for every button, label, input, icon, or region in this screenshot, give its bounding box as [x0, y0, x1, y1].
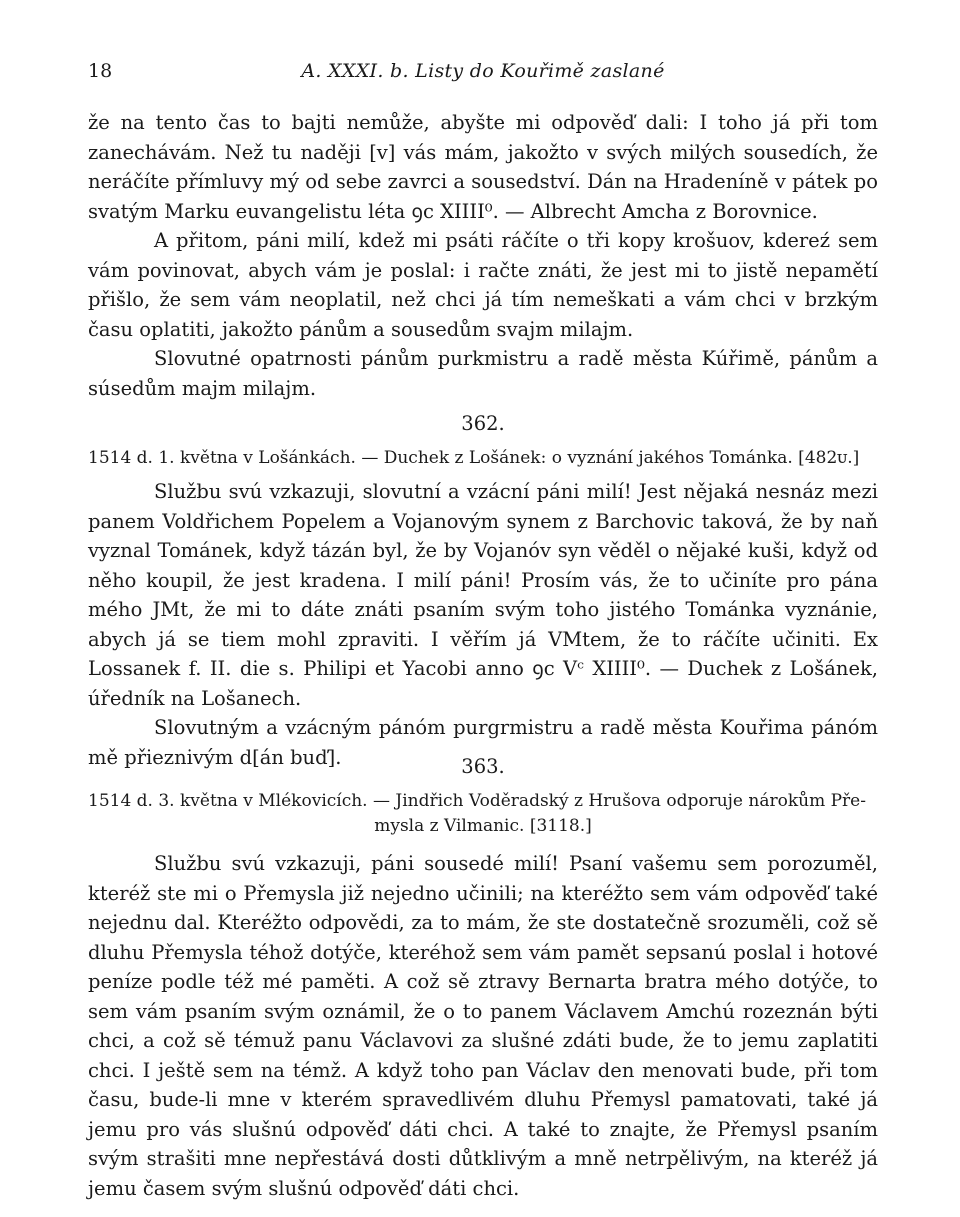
paragraph: Službu svú vzkazuji, páni sousedé milí! Psaní vašemu sem porozuměl, kteréž ste mi o Přemysla již nejedno učinili; na kteréžto sem vám odpověď také nejednu dal. Kteréžto odpovědi, za to mám, že ste dostatečně srozuměli, což sě dluhu Přemysla téhož dotýče, kteréhož sem vám pamět sepsanú poslal i hotové peníze podle též mé paměti. A což sě ztravy Bernarta bratra mého dotýče, to sem vám psaním svým oznámil, že o to panem Václavem Amchú rozeznán býti chci, a což sě témuž panu Václavovi za slušné zdáti bude, že to jemu zaplatiti chci. I ještě sem na témž. A když toho pan Václav den menovati bude, při tom času, bude-li mne v kterém spravedlivém dluhu Přemysl pamatovati, také já jemu pro vás slušnú odpověď dáti chci. A také to znajte, že Přemysl psaním svým strašiti mne nepřestává dosti důtklivým a mně netrpělivým, na kteréž já jemu časem svým slušnú odpověď dáti chci.: [88, 852, 878, 1200]
page-number: 18: [88, 60, 113, 82]
document-regest: 1514 d. 3. května v Mlékovicích. — Jindřich Voděradský z Hrušova odporuje nárokům Pře-: [88, 791, 866, 811]
document-363: [88, 753, 878, 1203]
paragraph: Slovutným a vzácným pánóm purgrmistru a radě města Kouřima pánóm mě přieznivým d[án buď].: [88, 716, 878, 769]
document-number: 363.: [461, 755, 505, 778]
running-title: A. XXXI. b. Listy do Kouřimě zaslané: [301, 60, 665, 82]
running-head: [88, 60, 878, 90]
intro-section: [88, 108, 878, 403]
paragraph: že na tento čas to bajti nemůže, abyšte mi odpověď dali: I toho já při tom zanechávám. Než tu naději [v] vás mám, jakožto v svých milých sousedích, že neráčíte přímluvy mý od sebe zavrci a sousedství. Dán na Hradeníně v pátek po svatým Marku euvangelistu léta ꝯc XIIII⁰. — Albrecht Amcha z Borovnice.: [88, 111, 878, 223]
document-number: 362.: [461, 412, 505, 435]
document-362: [88, 410, 878, 772]
document-regest: 1514 d. 1. května v Lošánkách. — Duchek z Lošánek: o vyznání jakéhos Tománka. [482ᴜ.]: [88, 448, 860, 468]
paragraph: Slovutné opatrnosti pánům purkmistru a radě města Kúřimě, pánům a súsedům majm milajm.: [88, 347, 878, 400]
paragraph: A přitom, páni milí, kdež mi psáti ráčíte o tři kopy krošuov, kdereź sem vám povinovat, abych vám je poslal: i račte znáti, že jest mi to jistě nepamětí přišlo, že sem vám neoplatil, než chci já tím nemeškati a vám chci v brzkým času oplatiti, jakožto pánům a sousedům svajm milajm.: [88, 229, 878, 341]
document-regest-continued: mysla z Vilmanic. [3118.]: [374, 816, 592, 836]
paragraph: Službu svú vzkazuji, slovutní a vzácní páni milí! Jest nějaká nesnáz mezi panem Voldřichem Popelem a Vojanovým synem z Barchovic taková, že by naň vyznal Tománek, když tázán byl, že by Vojanóv syn věděl o nějaké kuši, když od něho koupil, že jest kradena. I milí páni! Prosím vás, že to učiníte pro pána mého JMt, že mi to dáte znáti psaním svým toho jistého Tománka vyznánie, abych já se tiem mohl zpraviti. I věřím já VMtem, že to ráčíte učiniti. Ex Lossanek f. II. die s. Philipi et Yacobi anno ꝯc Vᶜ XIIII⁰. — Duchek z Lošánek, úředník na Lošanech.: [88, 480, 878, 710]
